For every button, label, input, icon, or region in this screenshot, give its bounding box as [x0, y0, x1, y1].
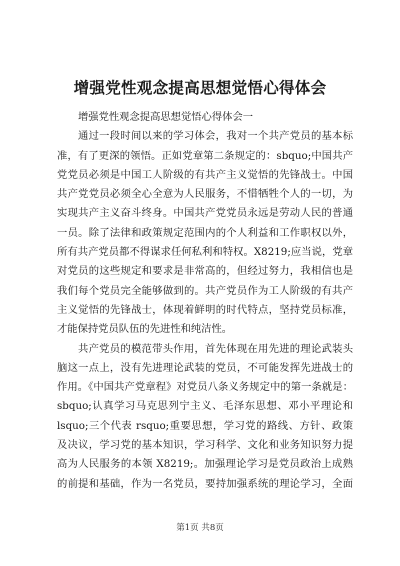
text-line: 通过一段时间以来的学习体会，我对一个共产党员的基本标	[78, 130, 353, 143]
text-line: 的前提和基础，作为一名党员，要持加强系统的理论学习，全面	[57, 477, 353, 490]
document-body	[57, 108, 353, 494]
document-title: 增强党性观念提高思想觉悟心得体会	[73, 78, 327, 97]
text-line: 我们每个党员完全能够做到的。共产党员作为工人阶级的有共产	[57, 284, 353, 297]
text-line: 实现共产主义奋斗终身。中国共产党党员永远是劳动人民的普通	[57, 207, 353, 220]
text-line: 及决议，学习党的基本知识，学习科学、文化和业务知识努力提	[57, 439, 353, 452]
text-line: 作用。《中国共产党章程》对党员八条义务规定中的第一条就是：	[57, 381, 353, 394]
text-line: 才能保持党员队伍的先进性和纯洁性。	[57, 323, 233, 336]
text-line: lsquo;三个代表 rsquo;重要思想，学习党的路线、方针、政策	[57, 419, 353, 432]
text-line: 主义觉悟的先锋战士，体现着鲜明的时代特点，坚持党员标准，	[57, 303, 353, 316]
text-line: sbquo;认真学习马克思列宁主义、毛泽东思想、邓小平理论和	[57, 400, 353, 413]
text-line: 高为人民服务的本领 X8219;。加强理论学习是党员政治上成熟	[57, 458, 353, 471]
text-line: 共产党员的模范带头作用，首先体现在用先进的理论武装头	[78, 342, 353, 355]
text-line: 准，有了更深的领悟。正如党章第二条规定的：sbquo;中国共产	[57, 149, 353, 162]
text-line: 增强党性观念提高思想觉悟心得体会一	[78, 111, 254, 123]
page-footer: 第1页 共8页	[176, 523, 224, 533]
text-line: 党党员必须是中国工人阶级的有共产主义觉悟的先锋战士。中国	[57, 168, 353, 181]
text-line: 一员。除了法律和政策规定范围内的个人利益和工作职权以外，	[57, 226, 353, 239]
text-line: 对党员的这些规定和要求是非常高的，但经过努力，我相信也是	[57, 265, 353, 278]
text-line: 所有共产党员都不得谋求任何私利和特权。X8219;应当说，党章	[57, 246, 353, 259]
text-line: 共产党党员必须全心全意为人民服务，不惜牺牲个人的一切，为	[57, 188, 353, 201]
text-line: 脑这一点上，没有先进理论武装的党员，不可能发挥先进战士的	[57, 361, 353, 374]
